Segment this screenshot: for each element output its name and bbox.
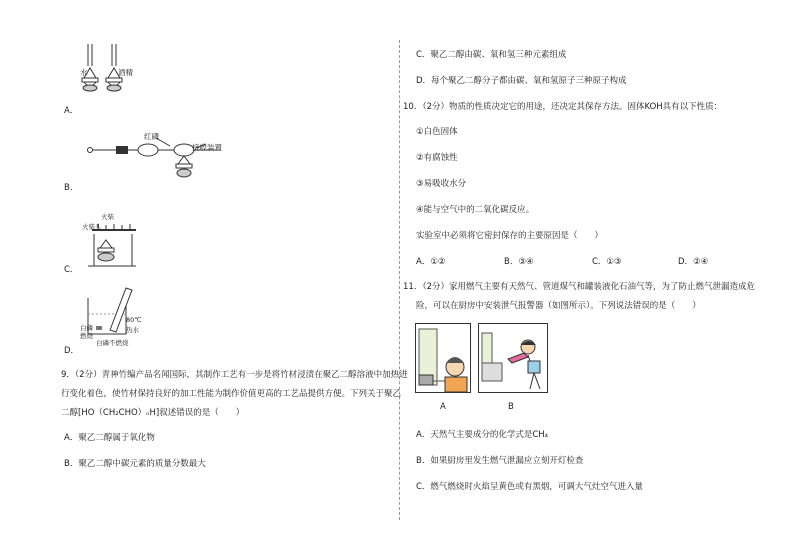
q11-line2: 险，可以在厨房中安装泄气报警器（如图所示）。下列说法错误的是（ ）: [416, 301, 701, 311]
q9-option-c[interactable]: C．聚乙二醇由碳、氧和氢三种元素组成: [416, 50, 567, 60]
q10-property-4: ④能与空气中的二氧化碳反应。: [416, 205, 535, 215]
q11-option-c[interactable]: C．燃气燃烧时火焰呈黄色或有黑烟，可调大气灶空气进入量: [416, 482, 643, 492]
label-alcohol: 酒精: [118, 68, 133, 77]
q10-option-c[interactable]: C．①③: [592, 257, 622, 267]
label-white-p: 白磷: [80, 324, 93, 332]
label-water: 水: [80, 68, 88, 77]
q10-property-2: ②有腐蚀性: [416, 153, 458, 163]
q9-option-a[interactable]: A．聚乙二醇属于氧化物: [64, 433, 155, 443]
q11-figure-a-label: A: [440, 402, 446, 412]
q9-line1: 9．（2分）青神竹编产品名闻国际，其制作工艺有一步是将竹材浸渍在聚乙二醇溶液中加热进: [61, 370, 408, 380]
q11-option-a[interactable]: A．天然气主要成分的化学式是CH₄: [416, 430, 549, 440]
label-burn: 燃烧: [80, 332, 93, 340]
label-match: 火柴: [101, 213, 114, 221]
q11-figure-a-kitchen-icon: [415, 323, 471, 393]
q9-option-b[interactable]: B．聚乙二醇中碳元素的质量分数最大: [64, 459, 206, 469]
label-receiver: 接收装置: [192, 143, 222, 152]
q9-line2: 行变化着色，使竹材保持良好的加工性能为制作价值更高的工艺品提供方便。下列关于聚乙: [61, 389, 402, 399]
option-b-label: B．: [64, 183, 79, 193]
q11-figure-b-kitchen-icon: [478, 323, 548, 393]
option-a-label: A．: [64, 106, 79, 116]
q10-option-d[interactable]: D．②④: [678, 257, 709, 267]
q10-option-b[interactable]: B．③④: [504, 257, 534, 267]
label-hot-water: 热水: [126, 326, 139, 334]
column-divider: [399, 40, 400, 520]
label-80c: 80℃: [126, 316, 142, 324]
q11-option-b[interactable]: B．如果厨房里发生燃气泄漏应立刻开灯检查: [416, 456, 584, 466]
option-c-label: C．: [64, 265, 79, 275]
q10-question: 实验室中必须将它密封保存的主要原因是（ ）: [416, 231, 604, 241]
q9-option-d[interactable]: D．每个聚乙二醇分子都由碳、氧和氢原子三种原子构成: [416, 76, 627, 86]
q10-option-a[interactable]: A．①②: [416, 257, 446, 267]
q10-property-1: ①白色固体: [416, 127, 458, 137]
option-d-label: D．: [64, 346, 80, 356]
q11-figure-b-label: B: [508, 402, 514, 412]
label-red-phosphorus: 红磷: [144, 132, 159, 141]
label-match-head: 火柴头: [82, 223, 102, 231]
q11-line1: 11．（2分）家用燃气主要有天然气、管道煤气和罐装液化石油气等，为了防止燃气泄漏造成危: [403, 282, 755, 292]
q10-property-3: ③易吸收水分: [416, 179, 467, 189]
label-no-burn: 白磷不燃烧: [96, 339, 129, 347]
q9-line3: 二醇[HO（CH₂CHO）ₙH]叙述错误的是（ ）: [61, 408, 245, 418]
q10-line1: 10．（2分）物质的性质决定它的用途，还决定其保存方法。固体KOH具有以下性质：: [403, 102, 723, 112]
